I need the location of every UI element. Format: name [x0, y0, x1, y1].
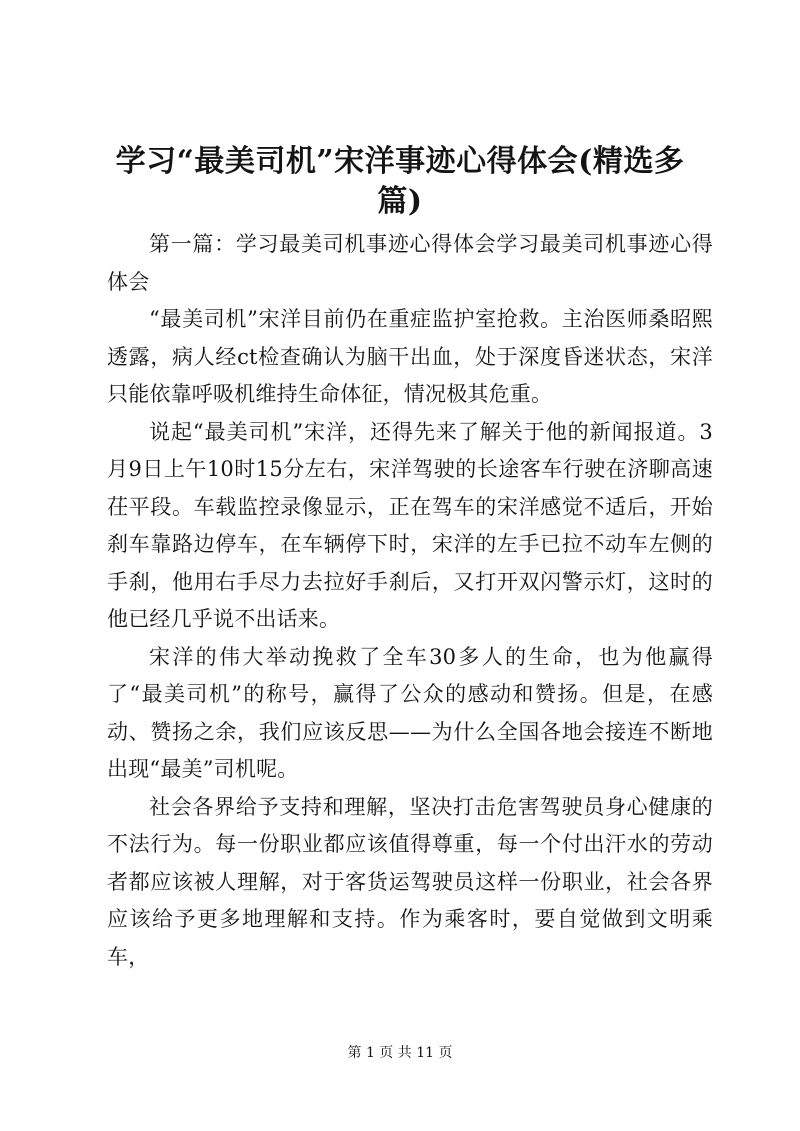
page-footer: 第 1 页 共 11 页: [347, 1045, 453, 1061]
paragraph: 第一篇：学习最美司机事迹心得体会学习最美司机事迹心得体会: [107, 232, 713, 294]
document-body: [107, 226, 713, 976]
document-title: 学习“最美司机”宋洋事迹心得体会(精选多篇): [115, 144, 685, 219]
paragraph: 说起“最美司机”宋洋，还得先来了解关于他的新闻报道。3月9日上午10时15分左右，宋洋驾驶的长途客车行驶在济聊高速茌平段。车载监控录像显示，正在驾车的宋洋感觉不适后，开始刹车靠路边停车，在车辆停下时，宋洋的左手已拉不动车左侧的手刹，他用右手尽力去拉好手刹后，又打开双闪警示灯，这时的他已经几乎说不出话来。: [107, 419, 713, 631]
paragraph: “最美司机”宋洋目前仍在重症监护室抢救。主治医师桑昭熙透露，病人经ct检查确认为脑干出血，处于深度昏迷状态，宋洋只能依靠呼吸机维持生命体征，情况极其危重。: [107, 307, 713, 406]
paragraph: 社会各界给予支持和理解，坚决打击危害驾驶员身心健康的不法行为。每一份职业都应该值得尊重，每一个付出汗水的劳动者都应该被人理解，对于客货运驾驶员这样一份职业，社会各界应该给予更多地理解和支持。作为乘客时，要自觉做到文明乘车，: [107, 794, 713, 969]
paragraph: 宋洋的伟大举动挽救了全车30多人的生命，也为他赢得了“最美司机”的称号，赢得了公众的感动和赞扬。但是，在感动、赞扬之余，我们应该反思——为什么全国各地会接连不断地出现“最美”司机呢。: [107, 644, 713, 781]
